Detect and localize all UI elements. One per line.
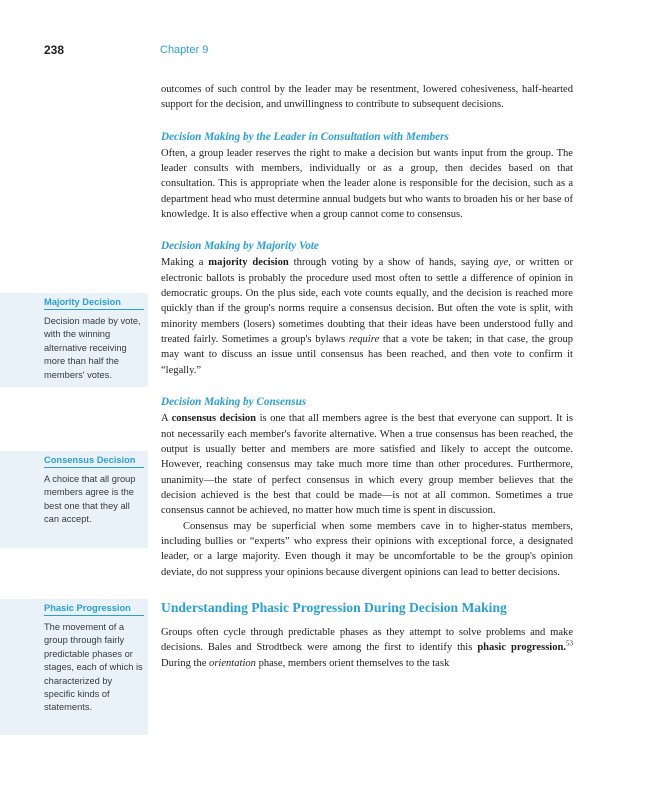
consensus-paragraph-2: Consensus may be superficial when some members cave in to higher-status members, including bullies or “experts” who express their opinions with exceptional force, a designated leader, or a large majority. Even though it may be uncomfortable to be the group's opinion deviate, do not suppress your opinions because divergent opinions can lead to better decisions. — [161, 520, 573, 578]
footnote-marker[interactable]: 53 — [566, 639, 573, 648]
text-run: Making a — [161, 257, 204, 269]
text-run: is one that all members agree is the best that everyone can support. It is not necessarily each member's favorite alternative. When a true consensus has been reached, the output is usually better and members are more satisfied and likely to accept the outcome. However, reaching consensus may take much more time than other procedures. Furthermore, unanimity—the state of perfect consensus in which every group member believes that the decision achieved is the best that could be made—is not at all common. Sometimes a true consensus cannot be achieved, no matter how much time is spent in discussion. — [161, 413, 573, 517]
consensus-heading: Decision Making by Consensus — [161, 396, 307, 409]
text-run: through voting by a show of hands, saying — [293, 257, 489, 269]
sidebar-term: Phasic Progression — [44, 603, 144, 616]
emphasis: aye, — [493, 257, 511, 269]
sidebar-term: Majority Decision — [44, 297, 144, 310]
text-run: During the — [161, 657, 207, 669]
phasic-progression-heading: Understanding Phasic Progression During Decision Making — [161, 599, 507, 615]
majority-vote-heading: Decision Making by Majority Vote — [161, 240, 319, 253]
consultation-heading: Decision Making by the Leader in Consultation with Members — [161, 130, 449, 143]
text-run: Groups often cycle through predictable phases as they attempt to solve problems and make decisions. Bales and Strodtbeck were among the first to identify this — [161, 626, 573, 654]
sidebar-definition: A choice that all group members agree is the best one that they all can accept. — [44, 474, 136, 525]
emphasis: orientation — [209, 657, 256, 669]
text-run: that a vote be taken; in that case, the group may want to discuss an issue until consensus has been reached, and then vote to confirm it “legally.” — [161, 334, 574, 376]
main-text — [161, 82, 573, 671]
sidebar-definition: Decision made by vote, with the winning alternative receiving more than half the members' votes. — [44, 316, 141, 380]
text-run: or written or electronic ballots is probably the procedure used most often to settle a difference of opinion in democratic groups. On the plus side, each vote counts equally, and the decision is reached more quickly than if the group's norms require a consensus decision. But often the vote is split, with minority members (losers) sometimes doubting that their ideas have been understood fully and treated fairly. Sometimes a group's bylaws — [161, 257, 573, 346]
intro-paragraph: outcomes of such control by the leader may be resentment, lowered cohesiveness, half-hearted support for the decision, and unwillingness to contribute to subsequent decisions. — [161, 84, 573, 111]
sidebar-phasic-progression — [0, 599, 148, 735]
page-number: 238 — [44, 43, 65, 57]
sidebar-definition: The movement of a group through fairly predictable phases or stages, each of which is characterized by specific kinds of statements. — [44, 622, 143, 713]
key-term: majority decision — [208, 257, 289, 269]
chapter-label: Chapter 9 — [160, 44, 209, 56]
text-run: A — [161, 413, 169, 425]
key-term: phasic progression. — [477, 642, 566, 654]
sidebar-majority-decision — [0, 293, 148, 387]
consensus-paragraph — [161, 411, 573, 518]
text-run: phase, members orient themselves to the task — [258, 657, 450, 669]
phasic-paragraph — [161, 625, 573, 671]
emphasis: require — [348, 334, 380, 346]
sidebar-term: Consensus Decision — [44, 455, 144, 468]
key-term: consensus decision — [171, 413, 257, 425]
consultation-paragraph: Often, a group leader reserves the right to make a decision but wants input from the group. The leader consults with members, individually or as a group, then decides based on that consultation. This is appropriate when the leader alone is responsible for the decision, such as a department head who must determine annual budgets but who wants to broaden his or her base of knowledge. It is also effective when a group cannot come to consensus. — [161, 147, 573, 221]
sidebar-consensus-decision — [0, 451, 148, 548]
majority-vote-paragraph — [161, 255, 573, 378]
